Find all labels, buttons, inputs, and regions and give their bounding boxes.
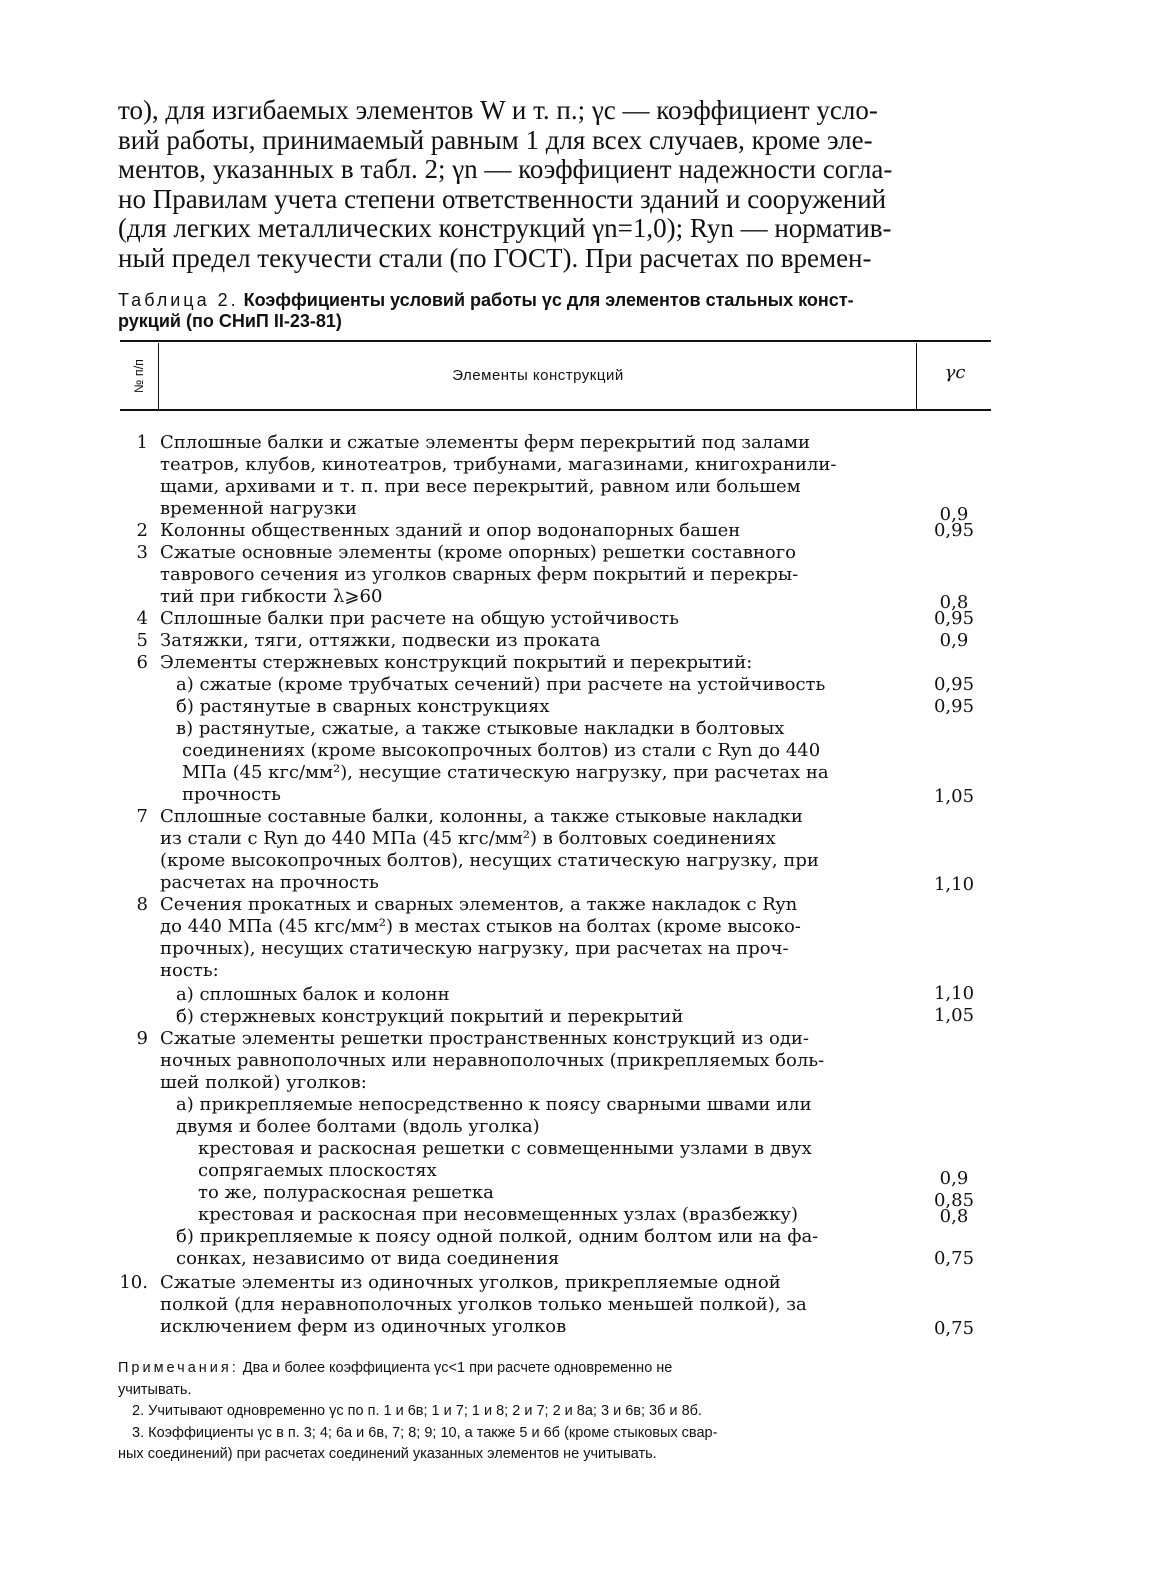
row-text: (кроме высокопрочных болтов), несущих статическую нагрузку, при [160, 850, 819, 871]
row-text: таврового сечения из уголков сварных ферм покрытий и перекры- [160, 564, 799, 585]
table-row [0, 916, 1163, 938]
row-text: Сплошные балки и сжатые элементы ферм перекрытий под залами [160, 432, 810, 453]
note-3: 3. Коэффициенты γc в п. 3; 4; 6а и 6в, 7; 8; 9; 10, а также 5 и 6б (кроме стыковых свар- [132, 1424, 718, 1441]
table-row [0, 1182, 1163, 1211]
table-header-rule [120, 409, 991, 411]
table-row [0, 1316, 1163, 1338]
row-text: временной нагрузки [160, 498, 357, 519]
table-row [0, 872, 1163, 894]
row-text: из стали с Ryn до 440 МПа (45 кгс/мм²) в болтовых соединениях [160, 828, 776, 849]
note-1: Два и более коэффициента γc<1 при расчете одновременно не [242, 1360, 673, 1376]
row-coefficient: 0,95 [933, 520, 975, 541]
intro-line: ный предел текучести стали (по ГОСТ). При расчетах по времен- [118, 242, 872, 273]
table-row [0, 1160, 1163, 1189]
row-text: Колонны общественных зданий и опор водонапорных башен [160, 520, 741, 541]
intro-line: ментов, указанных в табл. 2; γn — коэффициент надежности согла- [118, 154, 893, 184]
row-text: крестовая и раскосная при несовмещенных узлах (вразбежку) [198, 1204, 799, 1225]
header-num-label: № п/п [132, 359, 146, 393]
note-1-cont: учитывать. [118, 1381, 192, 1398]
row-number: 2 [136, 520, 148, 541]
table-top-rule [120, 340, 991, 342]
header-elements-label: Элементы конструкций [452, 367, 624, 384]
table-row [0, 894, 1163, 916]
table-row [0, 498, 1163, 525]
table-row [0, 1116, 1163, 1138]
table-row [0, 1094, 1163, 1116]
header-num-cell [122, 343, 156, 409]
row-text: театров, клубов, кинотеатров, трибунами, магазинами, книгохранили- [160, 454, 837, 475]
table-row [0, 674, 1163, 696]
row-number: 3 [136, 542, 148, 563]
row-text: щами, архивами и т. п. при весе перекрытий, равном или большем [160, 476, 801, 497]
table-row [0, 740, 1163, 762]
table-row [0, 1294, 1163, 1316]
row-number: 10. [119, 1272, 148, 1293]
table-row [0, 718, 1163, 740]
table-row [0, 1072, 1163, 1094]
table-row [0, 984, 1163, 1006]
row-text: сопрягаемых плоскостях [198, 1160, 437, 1181]
row-text: расчетах на прочность [160, 872, 379, 893]
row-text: Затяжки, тяги, оттяжки, подвески из проката [160, 630, 601, 651]
row-number: 9 [136, 1028, 148, 1049]
table-row [0, 1272, 1163, 1294]
table-row [0, 938, 1163, 960]
row-number: 6 [136, 652, 148, 673]
table-row [0, 586, 1163, 613]
table-row [0, 1028, 1163, 1050]
table-row [0, 564, 1163, 586]
table-row [0, 432, 1163, 454]
row-text: а) прикрепляемые непосредственно к поясу сварными швами или [176, 1094, 812, 1115]
intro-line: (для легких металлических конструкций γn=1,0); Ryn — норматив- [118, 213, 892, 243]
table-row [0, 608, 1163, 630]
row-coefficient: 0,75 [933, 1318, 975, 1339]
table-caption [118, 290, 994, 332]
table-row [0, 806, 1163, 828]
row-coefficient: 0,9 [939, 504, 969, 525]
row-text: б) растянутые в сварных конструкциях [176, 696, 550, 717]
table-caption-title-cont: рукций (по СНиП II-23-81) [118, 311, 342, 331]
row-text: МПа (45 кгс/мм²), несущие статическую нагрузку, при расчетах на [182, 762, 829, 783]
table-caption-line [118, 290, 994, 311]
note-3-cont: ных соединений) при расчетах соединений указанных элементов не учитывать. [118, 1446, 657, 1462]
note-2: 2. Учитывают одновременно γc по п. 1 и 6в; 1 и 7; 1 и 8; 2 и 7; 2 и 8а; 3 и 6в; 3б и 8б. [132, 1403, 702, 1419]
header-gamma-label: γc [944, 362, 966, 383]
row-number: 5 [136, 630, 148, 651]
row-text: Сжатые основные элементы (кроме опорных) решетки составного [160, 542, 796, 563]
row-coefficient: 0,95 [933, 674, 975, 695]
row-text: исключением ферм из одиночных уголков [160, 1316, 567, 1337]
row-coefficient: 1,05 [933, 1005, 975, 1026]
table-row [0, 960, 1163, 982]
row-text: полкой (для неравнополочных уголков только меньшей полкой), за [160, 1294, 807, 1315]
row-coefficient: 0,8 [939, 1206, 969, 1227]
row-coefficient: 0,95 [933, 608, 975, 629]
row-coefficient: 1,10 [933, 874, 975, 895]
row-text: крестовая и раскосная решетки с совмещенными узлами в двух [198, 1138, 812, 1159]
table-row [0, 1050, 1163, 1072]
intro-line: но Правилам учета степени ответственности зданий и сооружений [118, 183, 887, 214]
row-text: Сечения прокатных и сварных элементов, а также накладок с Ryn [160, 894, 798, 915]
row-coefficient: 0,8 [939, 592, 969, 613]
row-text: ночных равнополочных или неравнополочных (прикрепляемых боль- [160, 1050, 825, 1071]
notes-head: Примечания: [118, 1360, 239, 1376]
row-coefficient: 0,95 [933, 696, 975, 717]
row-number: 1 [136, 432, 148, 453]
row-text: Сплошные составные балки, колонны, а также стыковые накладки [160, 806, 803, 827]
table-row [0, 762, 1163, 784]
table-row [0, 454, 1163, 476]
row-text: то же, полураскосная решетка [198, 1182, 494, 1203]
row-text: прочных), несущих статическую нагрузку, при расчетах на проч- [160, 938, 789, 959]
row-text: сонках, независимо от вида соединения [176, 1248, 560, 1269]
row-coefficient: 0,85 [933, 1190, 975, 1211]
table-row [0, 652, 1163, 674]
note-line [118, 1358, 986, 1380]
table-notes [118, 1358, 986, 1466]
table-row [0, 784, 1163, 806]
table-row [0, 520, 1163, 542]
row-coefficient: 0,9 [939, 1168, 969, 1189]
table-row [0, 828, 1163, 850]
row-text: в) растянутые, сжатые, а также стыковые накладки в болтовых [176, 718, 785, 739]
intro-paragraph [118, 96, 994, 273]
row-text: Элементы стержневых конструкций покрытий и перекрытий: [160, 652, 753, 673]
table-row [0, 1248, 1163, 1270]
row-text: Сжатые элементы решетки пространственных конструкций из оди- [160, 1028, 810, 1049]
row-number: 7 [136, 806, 148, 827]
row-text: а) сплошных балок и колонн [176, 984, 450, 1005]
row-text: соединениях (кроме высокопрочных болтов) из стали с Ryn до 440 [182, 740, 821, 761]
row-text: Сжатые элементы из одиночных уголков, прикрепляемые одной [160, 1272, 781, 1293]
header-divider [916, 343, 917, 409]
intro-line: то), для изгибаемых элементов W и т. п.; γc — коэффициент усло- [118, 95, 878, 125]
row-coefficient: 1,05 [933, 786, 975, 807]
row-text: до 440 МПа (45 кгс/мм²) в местах стыков на болтах (кроме высоко- [160, 916, 801, 937]
row-text: б) стержневых конструкций покрытий и перекрытий [176, 1006, 684, 1027]
table-caption-head: Таблица 2. [118, 290, 239, 310]
table-row [0, 1138, 1163, 1160]
row-coefficient: 1,10 [933, 983, 975, 1004]
intro-line: вий работы, принимаемый равным 1 для всех случаев, кроме эле- [118, 124, 873, 155]
row-number: 8 [136, 894, 148, 915]
table-row [0, 1204, 1163, 1226]
row-text: шей полкой) уголков: [160, 1072, 367, 1093]
table-row [0, 1226, 1163, 1248]
row-text: тий при гибкости λ⩾60 [160, 586, 383, 607]
table-row [0, 696, 1163, 718]
row-text: Сплошные балки при расчете на общую устойчивость [160, 608, 679, 629]
row-text: двумя и более болтами (вдоль уголка) [176, 1116, 540, 1137]
row-text: прочность [182, 784, 281, 805]
table-row [0, 476, 1163, 498]
table-row [0, 850, 1163, 872]
row-number: 4 [136, 608, 148, 629]
row-coefficient: 0,9 [939, 630, 969, 651]
table-row [0, 1006, 1163, 1028]
row-text: ность: [160, 960, 219, 981]
row-text: а) сжатые (кроме трубчатых сечений) при расчете на устойчивость [176, 674, 826, 695]
row-text: б) прикрепляемые к поясу одной полкой, одним болтом или на фа- [176, 1226, 819, 1247]
table-row [0, 542, 1163, 564]
table-row [0, 630, 1163, 652]
row-coefficient: 0,75 [933, 1248, 975, 1269]
table-caption-title: Коэффициенты условий работы γc для элементов стальных конст- [243, 290, 854, 310]
header-divider [158, 343, 159, 409]
